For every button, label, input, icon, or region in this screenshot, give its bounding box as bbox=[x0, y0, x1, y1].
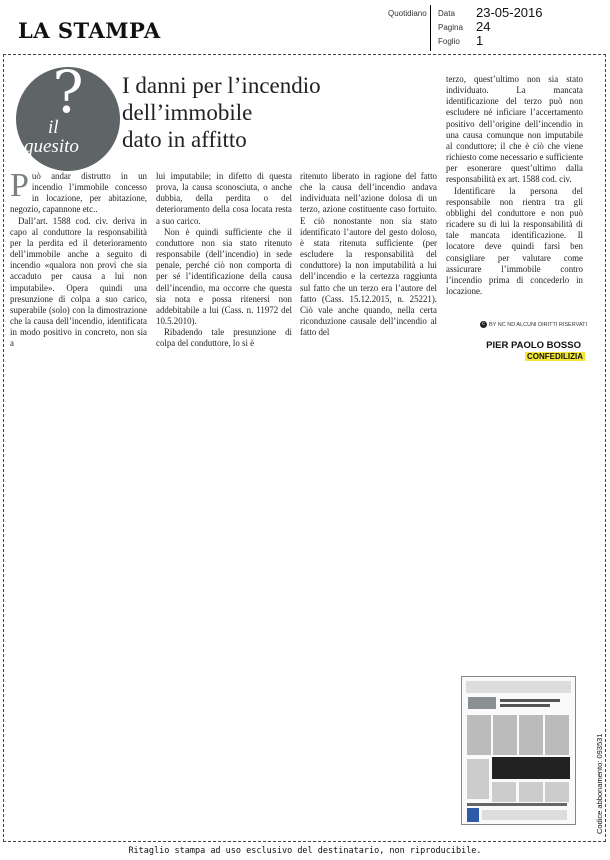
meta-date-label: Data bbox=[438, 9, 455, 18]
author-name: PIER PAOLO BOSSO bbox=[486, 340, 581, 351]
header-divider bbox=[430, 5, 431, 51]
meta-page-value: 24 bbox=[476, 19, 491, 34]
headline bbox=[122, 72, 422, 153]
dropcap: P bbox=[10, 167, 29, 204]
paragraph: uò andar distrutto in un incendio l’immobile concesso in locazione, per abitazione, negozio, capannone etc.. bbox=[10, 171, 147, 215]
paragraph: Dall’art. 1588 cod. civ. deriva in capo al conduttore la responsabilità per la perdita ed il deterioramento dell’immobile anche a seguito di incendio «qualora non provi che sia accaduto per causa a lui non imputabile». Opera quindi una presunzione di colpa a suo carico, superabile (solo) con la dimostrazione che la causa dell’incendio, identificata in modo positivo in concreto, non sia a bbox=[10, 215, 147, 349]
paragraph: ritenuto liberato in ragione del fatto che la causa dell’incendio andava individuata nell’azione dolosa di un terzo, azione costituente caso fortuito. E ciò nonostante non sia stato identificato l’autore del gesto doloso, è stata ritenuta sufficiente (per escludere la responsabilità del conduttore) la non imputabilità a lui dell’incendio e la certezza raggiunta sul fatto che un terzo era l’autore del fatto (Cass. 15.12.2015, n. 25221). Ciò vale anche quando, nella certa riconduzione causale dell’incendio al fatto del bbox=[300, 171, 437, 338]
subscription-code bbox=[589, 726, 609, 836]
creative-commons-icon: c bbox=[480, 321, 487, 328]
paragraph: Non è quindi sufficiente che il conduttore non sia stato ritenuto responsabile (dell’incendio) in sede penale, perché ciò non comporta di per sé l’identificazione della causa dell’incendio, ma occorre che questa sia nota e possa ritenersi non addebitabile a lui (Cass. n. 11972 del 10.5.2010). bbox=[156, 226, 292, 327]
meta-date-value: 23-05-2016 bbox=[476, 5, 543, 20]
article-column-3 bbox=[300, 171, 437, 338]
meta-sheet-value: 1 bbox=[476, 33, 484, 48]
meta-page-label: Pagina bbox=[438, 23, 463, 32]
subscription-code-svg bbox=[589, 726, 609, 836]
article-column-2 bbox=[156, 171, 292, 350]
subscription-code-text: Codice abbonamento: 093531 bbox=[595, 733, 604, 834]
headline-line-1: I danni per l’incendio bbox=[122, 73, 321, 98]
article-column-4 bbox=[446, 74, 583, 297]
article-column-1 bbox=[10, 167, 147, 350]
paragraph: Ribadendo tale presunzione di colpa del conduttore, lo si è bbox=[156, 327, 292, 349]
headline-line-3: dato in affitto bbox=[122, 127, 247, 152]
author-organization: CONFEDILIZIA bbox=[527, 352, 583, 361]
page-thumbnail-image bbox=[462, 677, 575, 824]
publication-type: Quotidiano bbox=[388, 9, 427, 18]
masthead: LA STAMPA bbox=[18, 18, 161, 43]
question-mark-icon: ? bbox=[52, 58, 84, 126]
badge-word-il: il bbox=[48, 117, 59, 138]
page-thumbnail bbox=[461, 676, 576, 825]
copyright-text: BY NC ND ALCUNI DIRITTI RISERVATI bbox=[489, 321, 587, 328]
copyright-note bbox=[480, 321, 587, 328]
paragraph: lui imputabile; in difetto di questa prova, la causa sconosciuta, o anche dubbia, della perdita o del deterioramento della cosa locata resta a suo carico. bbox=[156, 171, 292, 226]
footer-notice: Ritaglio stampa ad uso esclusivo del destinatario, non riproducibile. bbox=[128, 846, 482, 856]
meta-sheet-label: Foglio bbox=[438, 37, 460, 46]
badge-word-quesito: quesito bbox=[24, 136, 79, 157]
headline-line-2: dell’immobile bbox=[122, 100, 253, 125]
paragraph: Identificare la persona del responsabile non rientra tra gli obblighi del conduttore e non può ricadere su di lui la responsabilità di tale mancata identificazione. Il locatore deve quindi farsi ben consigliare per valutare come assicurare l’immobile contro l’incendio prima di concederlo in locazione. bbox=[446, 185, 583, 296]
paragraph: terzo, quest’ultimo non sia stato individuato. La mancata identificazione del terzo può non escludere né inficiare l’accertamento positivo dell’origine dell’incendio in una causa comunque non imputabile al conduttore; il che è ciò che viene richiesto come necessario e sufficiente per esonerare quest’ultimo dalla responsabilità ex art. 1588 cod. civ. bbox=[446, 74, 583, 185]
